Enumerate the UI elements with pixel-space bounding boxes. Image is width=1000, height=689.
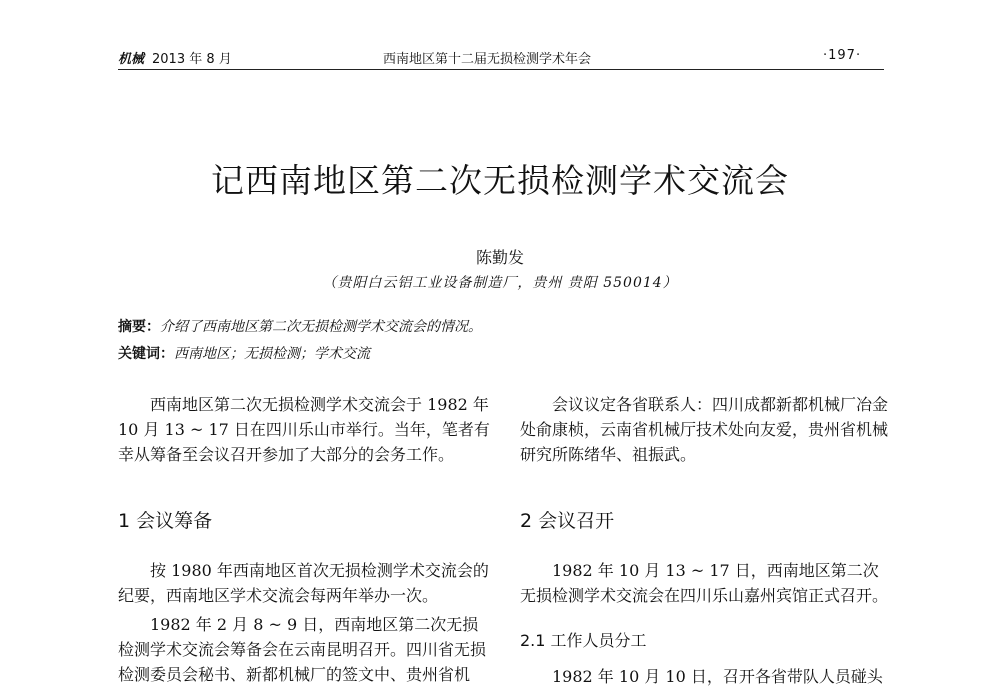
section-1-paragraph-1: 按 1980 年西南地区首次无损检测学术交流会的纪要，西南地区学术交流会每两年举办一次。 [118, 561, 489, 605]
author-name: 陈勤发 [475, 248, 524, 267]
section-2-1-paragraph-1: 1982 年 10 月 10 日，召开各省带队人员碰头 [552, 667, 883, 686]
keywords [118, 343, 370, 363]
section-2-1-heading: 2.1 工作人员分工 [520, 631, 647, 650]
section-2-heading: 2 会议召开 [520, 510, 615, 532]
issue-date: 2013 年 8 月 [152, 52, 232, 67]
page-number: ·197· [823, 48, 862, 63]
article-title: 记西南地区第二次无损检测学术交流会 [211, 161, 789, 200]
contacts-paragraph: 会议议定各省联系人：四川成都新都机械厂冶金处俞康桢，云南省机械厅技术处向友爱，贵州省机械研究所陈绪华、祖振武。 [520, 395, 889, 464]
left-column-section1 [118, 558, 490, 687]
section-1-paragraph-2: 1982 年 2 月 8 ~ 9 日，西南地区第二次无损检测学术交流会筹备会在云南昆明召开。四川省无损检测委员会秘书、新都机械厂的签文中、贵州省机 [118, 615, 487, 684]
abstract-label: 摘要： [118, 319, 160, 335]
intro-paragraph: 西南地区第二次无损检测学术交流会于 1982 年10 月 13 ~ 17 日在四川乐山市举行。当年，笔者有幸从筹备至会议召开参加了大部分的会务工作。 [118, 395, 490, 464]
author-affiliation: （贵阳白云铝工业设备制造厂，贵州 贵阳 550014） [322, 275, 678, 291]
keywords-text: 西南地区；无损检测；学术交流 [174, 346, 370, 362]
running-header-left [118, 48, 232, 67]
keywords-label: 关键词： [118, 346, 174, 362]
running-header-center: 西南地区第十二届无损检测学术年会 [383, 52, 592, 67]
right-column-section21 [520, 664, 888, 689]
abstract [118, 316, 482, 336]
abstract-text: 介绍了西南地区第二次无损检测学术交流会的情况。 [160, 319, 482, 335]
left-column-intro [118, 392, 490, 467]
journal-name: 机械 [118, 52, 145, 67]
section-1-heading: 1 会议筹备 [118, 510, 213, 532]
right-column-section2 [520, 558, 888, 608]
header-rule [118, 69, 884, 70]
section-2-paragraph-1: 1982 年 10 月 13 ~ 17 日，西南地区第二次无损检测学术交流会在四川乐山嘉州宾馆正式召开。 [520, 561, 889, 605]
right-column-intro [520, 392, 888, 467]
